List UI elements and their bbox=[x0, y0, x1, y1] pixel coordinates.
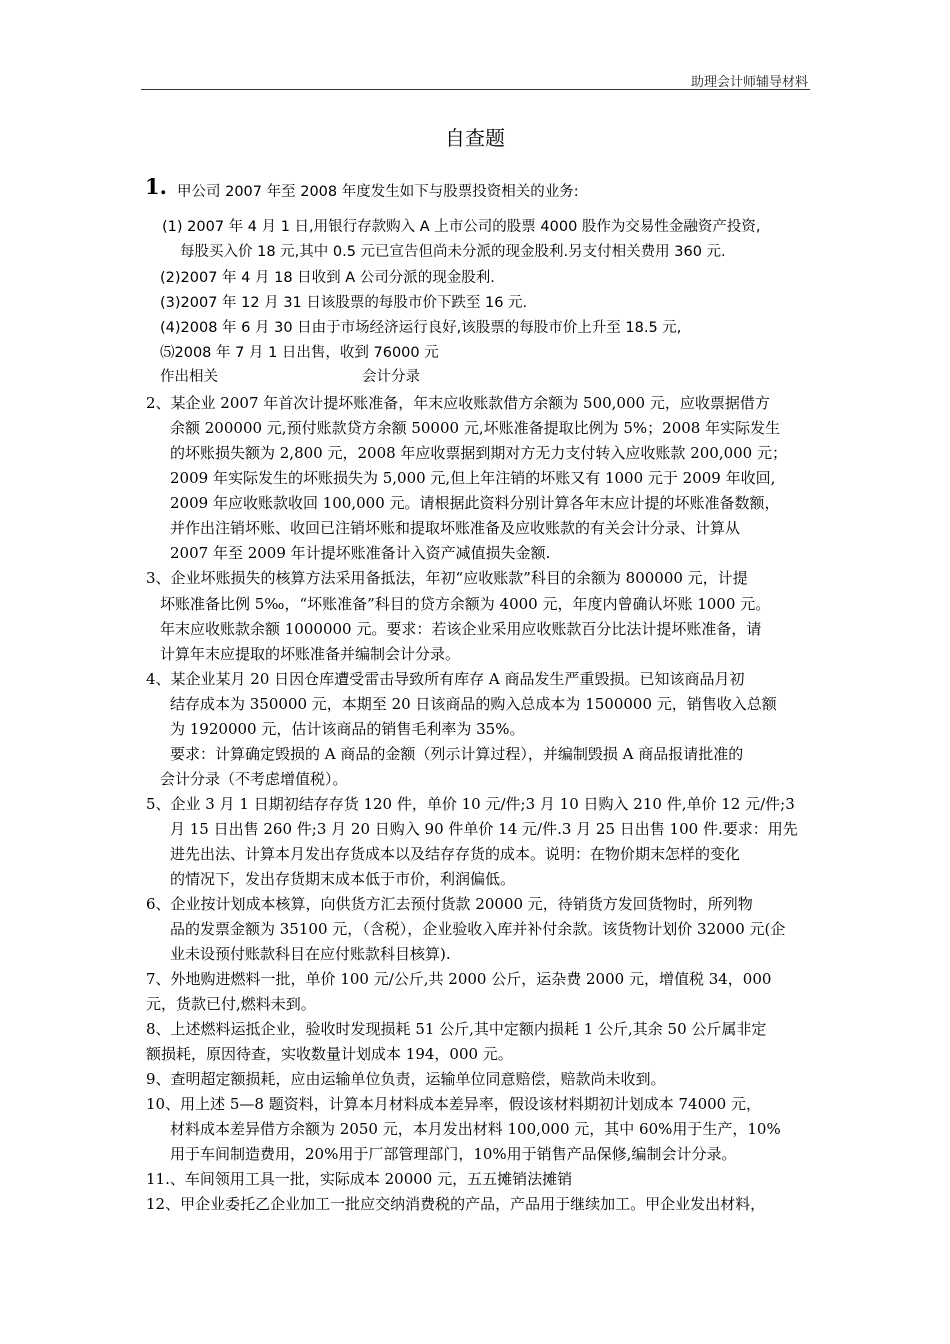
body-line: 年末应收账款余额 1000000 元。要求：若该企业采用应收账款百分比法计提坏账准备，请 bbox=[160, 620, 762, 638]
body-line: 业未设预付账款科目在应付账款科目核算). bbox=[170, 945, 451, 963]
body-line: 7、外地购进燃料一批，单价 100 元/公斤,共 2000 公斤，运杂费 2000 元，增值税 34，000 bbox=[146, 970, 772, 988]
body-line: 6、企业按计划成本核算，向供货方汇去预付货款 20000 元，待销货方发回货物时，所列物 bbox=[146, 895, 753, 913]
body-line: 结存成本为 350000 元，本期至 20 日该商品的购入总成本为 1500000 元，销售收入总额 bbox=[170, 695, 777, 713]
body-line: 额损耗，原因待查，实收数量计划成本 194，000 元。 bbox=[146, 1045, 513, 1063]
body-line: 要求：计算确定毁损的 A 商品的金额（列示计算过程），并编制毁损 A 商品报请批准的 bbox=[170, 745, 744, 763]
body-line: 计算年末应提取的坏账准备并编制会计分录。 bbox=[160, 645, 461, 663]
question-1-line: ⑸2008 年 7 月 1 日出售，收到 76000 元 bbox=[160, 345, 439, 361]
body-line: 材料成本差异借方余额为 2050 元，本月发出材料 100,000 元，其中 60%用于生产，10% bbox=[170, 1120, 781, 1138]
body-line: 10、用上述 5—8 题资料，计算本月材料成本差异率，假设该材料期初计划成本 74000 元， bbox=[146, 1095, 761, 1113]
question-1-intro: 甲公司 2007 年至 2008 年度发生如下与股票投资相关的业务: bbox=[177, 184, 579, 200]
body-line: 会计分录（不考虑增值税）。 bbox=[160, 770, 348, 788]
body-line: 进先出法、计算本月发出存货成本以及结存存货的成本。说明：在物价期末怎样的变化 bbox=[170, 845, 741, 863]
body-line: 8、上述燃料运抵企业，验收时发现损耗 51 公斤,其中定额内损耗 1 公斤,其余 50 公斤属非定 bbox=[146, 1020, 767, 1038]
body-line: 的坏账损失额为 2,800 元，2008 年应收票据到期对方无力支付转入应收账款 200,000 元； bbox=[170, 444, 787, 462]
body-line: 2009 年应收账款收回 100,000 元。请根据此资料分别计算各年末应计提的坏账准备数额， bbox=[170, 494, 780, 512]
question-1-line: (2)2007 年 4 月 18 日收到 A 公司分派的现金股利. bbox=[160, 270, 495, 286]
body-line: 3、企业坏账损失的核算方法采用备抵法，年初“应收账款”科目的余额为 800000 元，计提 bbox=[146, 569, 748, 587]
body-line: 5、企业 3 月 1 日期初结存存货 120 件，单价 10 元/件;3 月 10 日购入 210 件,单价 12 元/件;3 bbox=[146, 795, 795, 813]
body-line: 元，货款已付,燃料未到。 bbox=[146, 995, 316, 1013]
question-1-line: (3)2007 年 12 月 31 日该股票的每股市价下跌至 16 元. bbox=[160, 295, 528, 311]
question-1-number: 1. bbox=[145, 174, 167, 199]
question-1-line: (1) 2007 年 4 月 1 日,用银行存款购入 A 上市公司的股票 4000 股作为交易性金融资产投资, bbox=[162, 219, 761, 235]
running-header: 助理会计师辅导材料 bbox=[690, 75, 808, 90]
question-1-line: 每股买入价 18 元,其中 0.5 元已宣告但尚未分派的现金股利.另支付相关费用 360 元. bbox=[180, 244, 726, 260]
body-line: 11.、车间领用工具一批，实际成本 20000 元，五五摊销法摊销 bbox=[146, 1170, 573, 1188]
body-line: 坏账准备比例 5‰，“坏账准备”科目的贷方余额为 4000 元，年度内曾确认坏账 1000 元。 bbox=[160, 595, 771, 613]
question-1-footer-b: 会计分录 bbox=[362, 369, 420, 385]
body-line: 并作出注销坏账、收回已注销坏账和提取坏账准备及应收账款的有关会计分录、计算从 bbox=[170, 519, 741, 537]
body-line: 余额 200000 元,预付账款贷方余额 50000 元,坏账准备提取比例为 5%；2008 年实际发生 bbox=[170, 419, 781, 437]
body-line: 4、某企业某月 20 日因仓库遭受雷击导致所有库存 A 商品发生严重毁损。已知该商品月初 bbox=[146, 670, 745, 688]
body-line: 的情况下，发出存货期末成本低于市价，利润偏低。 bbox=[170, 870, 516, 888]
body-line: 2009 年实际发生的坏账损失为 5,000 元,但上年注销的坏账又有 1000 元于 2009 年收回, bbox=[170, 469, 776, 487]
body-line: 12、甲企业委托乙企业加工一批应交纳消费税的产品，产品用于继续加工。甲企业发出材料， bbox=[146, 1195, 766, 1213]
page-title: 自查题 bbox=[445, 126, 505, 150]
body-line: 9、查明超定额损耗，应由运输单位负责，运输单位同意赔偿，赔款尚未收到。 bbox=[146, 1070, 666, 1088]
body-line: 月 15 日出售 260 件;3 月 20 日购入 90 件单价 14 元/件.3 月 25 日出售 100 件.要求：用先 bbox=[170, 820, 798, 838]
question-1-footer-a: 作出相关 bbox=[160, 369, 218, 385]
body-line: 2007 年至 2009 年计提坏账准备计入资产减值损失金额. bbox=[170, 544, 551, 562]
body-line: 品的发票金额为 35100 元，（含税），企业验收入库并补付余款。该货物计划价 32000 元(企 bbox=[170, 920, 786, 938]
body-line: 为 1920000 元，估计该商品的销售毛利率为 35%。 bbox=[170, 720, 525, 738]
body-line: 2、某企业 2007 年首次计提坏账准备，年末应收账款借方余额为 500,000 元，应收票据借方 bbox=[146, 394, 770, 412]
question-1-line: (4)2008 年 6 月 30 日由于市场经济运行良好,该股票的每股市价上升至 18.5 元, bbox=[160, 320, 682, 336]
header-divider bbox=[141, 89, 810, 90]
body-line: 用于车间制造费用，20%用于厂部管理部门，10%用于销售产品保修,编制会计分录。 bbox=[170, 1145, 737, 1163]
